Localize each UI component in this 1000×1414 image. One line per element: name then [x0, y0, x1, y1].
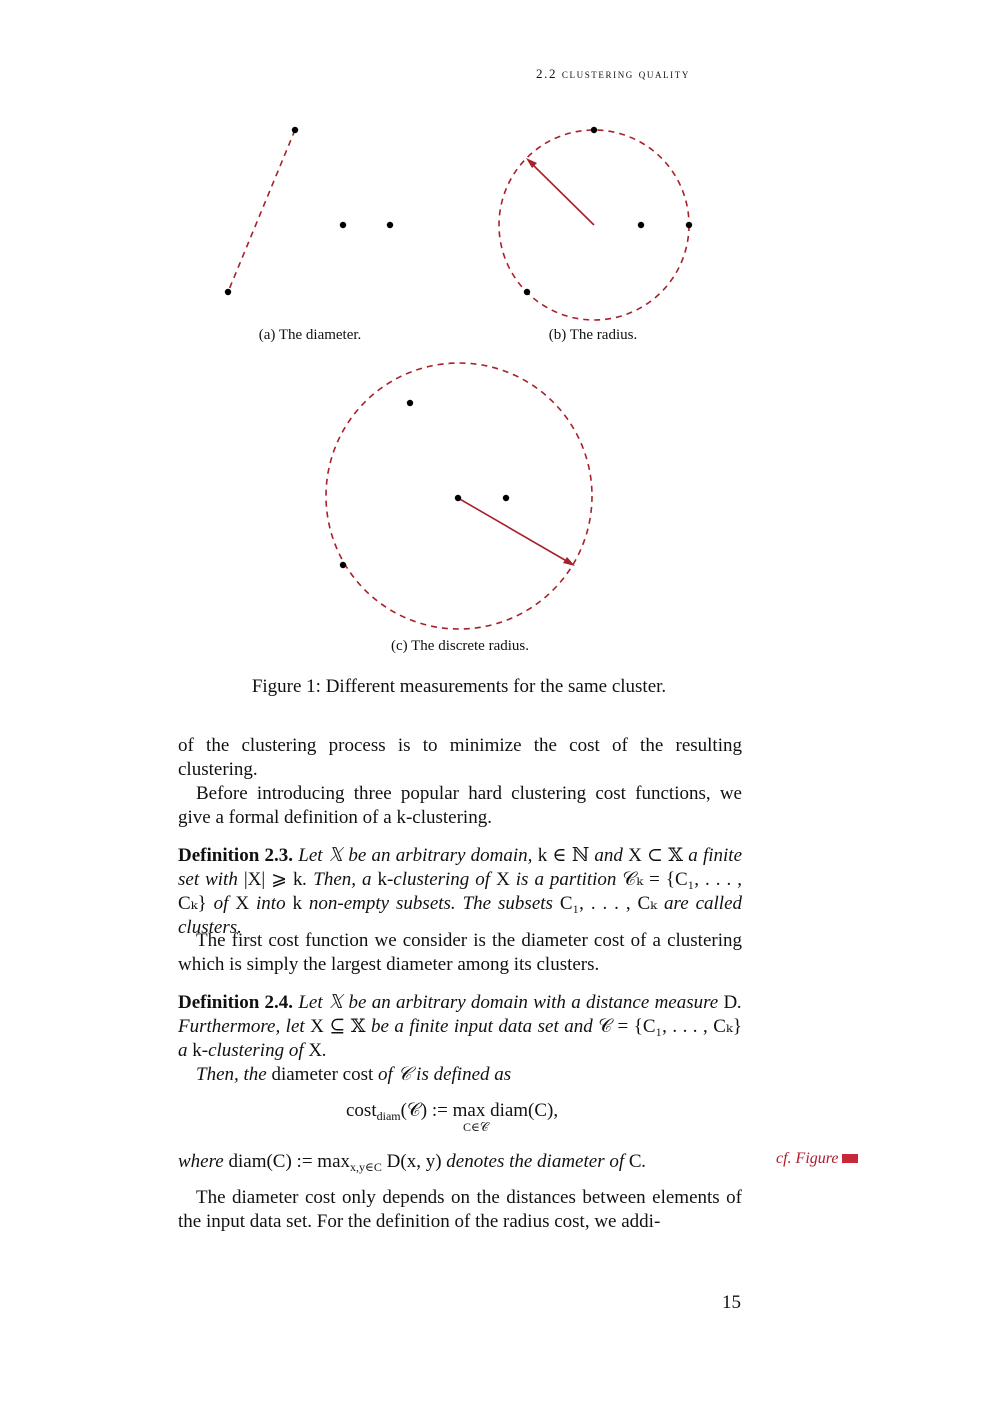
term-diameter-cost: diameter cost	[271, 1064, 374, 1085]
data-point	[503, 495, 509, 501]
running-header: 2.2 clustering quality	[536, 66, 690, 81]
figure-caption: Figure 1: Different measurements for the same cluster.	[251, 676, 667, 697]
data-point	[225, 289, 231, 295]
figure-b-radius	[490, 120, 700, 330]
paragraph-continued: of the clustering process is to minimize the cost of the resulting clustering.	[178, 735, 742, 780]
subcaption-c: (c) The discrete radius.	[391, 638, 529, 654]
data-point	[686, 222, 692, 228]
diameter-dashed-line	[228, 130, 295, 292]
radius-arrow	[530, 162, 594, 225]
data-point	[340, 562, 346, 568]
paragraph-intro: Before introducing three popular hard clustering cost functions, we give a formal definition of a k-clustering.	[178, 783, 742, 828]
definition-label: Definition 2.3.	[178, 845, 294, 866]
data-point	[455, 495, 461, 501]
paragraph-diameter-cost: The first cost function we consider is the diameter cost of a clustering which is simply the largest diameter among its clusters.	[178, 930, 742, 975]
definition-then-line: Then, the diameter cost of 𝒞 is defined as	[196, 1064, 512, 1085]
subcaption-a: (a) The diameter.	[258, 327, 362, 343]
figure-link-box	[842, 1154, 858, 1163]
definition-2-4: Definition 2.4. Let 𝕏 be an arbitrary domain with a distance measure D. Furthermore, let X ⊆ 𝕏 be a finite input data set and 𝒞 = {C₁, . . . , Cₖ} a k-clustering of X.	[178, 992, 742, 1061]
data-point	[340, 222, 346, 228]
data-point	[638, 222, 644, 228]
data-point	[524, 289, 530, 295]
diameter-where-line: where diam(C) := $\max_{x,y\in C} D(x$, y) denotes the diameter of C.	[178, 1151, 647, 1174]
paragraph-radius-cost: The diameter cost only depends on the distances between elements of the input data set. For the definition of the radius cost, we addi-	[178, 1187, 742, 1232]
data-point	[407, 400, 413, 406]
figure-a-diameter	[210, 115, 410, 310]
definition-label: Definition 2.4.	[178, 992, 294, 1013]
math-k: k	[396, 807, 406, 828]
data-point	[387, 222, 393, 228]
margin-figure-reference[interactable]: cf. Figure	[776, 1150, 858, 1168]
discrete-radius-arrow	[458, 498, 570, 563]
formula-max-subscript: C∈𝒞	[463, 1120, 489, 1134]
data-point	[591, 127, 597, 133]
data-point	[292, 127, 298, 133]
discrete-radius-arrow-head	[563, 557, 575, 566]
page-number: 15	[722, 1292, 741, 1313]
figure-c-discrete-radius	[315, 355, 605, 640]
definition-2-3: Definition 2.3. Let 𝕏 be an arbitrary domain, k ∈ ℕ and X ⊂ 𝕏 a finite set with |X| ⩾ k. Then, a k-clustering of X is a partition 𝒞ₖ = {C₁, . . . , Cₖ} of X into k non-empty subsets. The subsets C₁, . . . , Cₖ are called clusters.	[178, 845, 743, 938]
subcaption-b: (b) The radius.	[548, 327, 638, 343]
diameter-cost-formula: cost$_{diam}$(𝒞) := max diam(C), C∈𝒞	[346, 1100, 559, 1134]
